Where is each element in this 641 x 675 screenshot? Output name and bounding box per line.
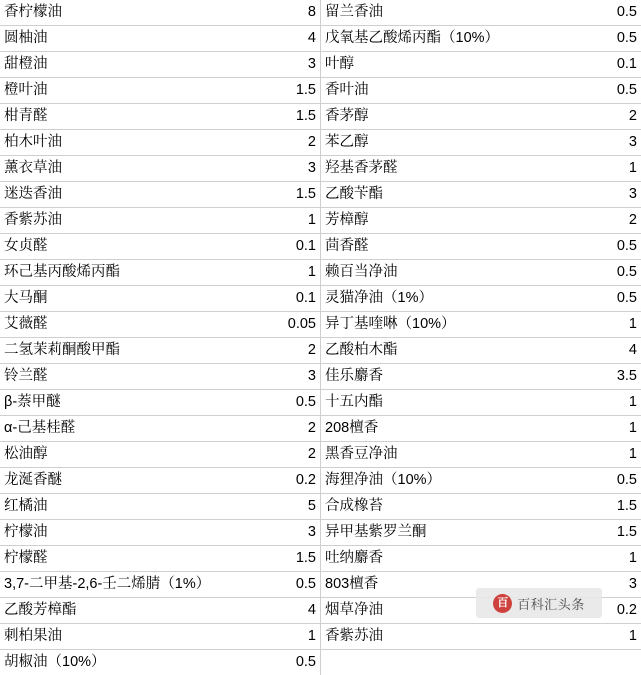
ingredient-name-left: 香紫苏油 [0,208,256,234]
ingredient-name-right: 十五内酯 [321,390,574,416]
ingredient-value-left: 2 [256,416,321,442]
ingredient-name-right: 烟草净油 [321,598,574,624]
ingredient-name-right: 208檀香 [321,416,574,442]
ingredient-value-right: 4 [573,338,641,364]
ingredient-value-left: 0.5 [256,390,321,416]
table-row [0,520,641,546]
ingredient-name-left: 香柠檬油 [0,0,256,26]
ingredient-name-left: 大马酮 [0,286,256,312]
ingredient-name-left: 迷迭香油 [0,182,256,208]
watermark-logo-icon: 百 [493,594,512,613]
ingredient-name-left: 柏木叶油 [0,130,256,156]
table-row [0,650,641,675]
ingredient-value-right [573,650,641,675]
ingredient-name-left: 松油醇 [0,442,256,468]
table-row [0,156,641,182]
ingredient-name-right: 乙酸柏木酯 [321,338,574,364]
ingredient-name-right: 异丁基喹啉（10%） [321,312,574,338]
table-row [0,26,641,52]
ingredient-value-left: 1.5 [256,104,321,130]
ingredient-value-right: 1 [573,546,641,572]
ingredient-name-left: α-己基桂醛 [0,416,256,442]
table-row [0,78,641,104]
ingredient-value-left: 0.5 [256,572,321,598]
ingredient-value-left: 5 [256,494,321,520]
ingredient-name-left: 圆柚油 [0,26,256,52]
ingredient-value-left: 4 [256,26,321,52]
ingredient-value-left: 3 [256,52,321,78]
ingredient-value-right: 0.5 [573,286,641,312]
ingredient-name-left: 红橘油 [0,494,256,520]
ingredient-value-right: 0.5 [573,0,641,26]
table-row [0,338,641,364]
ingredient-name-right: 香茅醇 [321,104,574,130]
ingredient-name-right: 乙酸苄酯 [321,182,574,208]
ingredient-name-left: 艾薇醛 [0,312,256,338]
ingredient-name-right: 苯乙醇 [321,130,574,156]
ingredient-name-right: 茴香醛 [321,234,574,260]
ingredient-name-left: 乙酸芳樟酯 [0,598,256,624]
ingredient-value-right: 1 [573,390,641,416]
table-row [0,390,641,416]
ingredient-value-right: 3 [573,182,641,208]
ingredient-value-left: 8 [256,0,321,26]
table-row [0,494,641,520]
ingredient-value-left: 1 [256,260,321,286]
ingredient-name-right: 戊氧基乙酸烯丙酯（10%） [321,26,574,52]
ingredient-value-left: 0.5 [256,650,321,675]
table-row [0,468,641,494]
ingredient-value-right: 3 [573,130,641,156]
ingredient-value-left: 1.5 [256,78,321,104]
ingredient-value-left: 2 [256,442,321,468]
ingredient-name-left: 刺柏果油 [0,624,256,650]
ingredient-value-right: 0.5 [573,26,641,52]
table-row [0,104,641,130]
ingredient-value-left: 0.2 [256,468,321,494]
ingredient-value-left: 3 [256,364,321,390]
ingredient-name-right: 留兰香油 [321,0,574,26]
ingredient-name-left: 胡椒油（10%） [0,650,256,675]
ingredient-value-right: 3.5 [573,364,641,390]
ingredient-name-left: 甜橙油 [0,52,256,78]
table-row [0,364,641,390]
ingredient-value-left: 1 [256,624,321,650]
table-row [0,130,641,156]
table-row [0,312,641,338]
ingredient-value-left: 4 [256,598,321,624]
ingredient-value-right: 1.5 [573,520,641,546]
table-row [0,624,641,650]
ingredient-value-left: 3 [256,156,321,182]
table-row [0,260,641,286]
ingredient-name-right: 灵猫净油（1%） [321,286,574,312]
ingredient-name-left: 3,7-二甲基-2,6-壬二烯腈（1%） [0,572,256,598]
ingredient-value-right: 1 [573,442,641,468]
ingredient-name-right [321,650,574,675]
ingredient-name-left: 龙涎香醚 [0,468,256,494]
ingredient-name-left: 柠檬醛 [0,546,256,572]
ingredient-name-right: 黑香豆净油 [321,442,574,468]
ingredient-name-right: 香紫苏油 [321,624,574,650]
ingredient-value-right: 0.5 [573,78,641,104]
ingredient-name-right: 803檀香 [321,572,574,598]
ingredient-name-left: β-萘甲醚 [0,390,256,416]
ingredient-value-right: 1 [573,624,641,650]
watermark [476,588,602,618]
ingredient-value-right: 0.5 [573,260,641,286]
ingredient-value-right: 0.1 [573,52,641,78]
ingredient-name-right: 海狸净油（10%） [321,468,574,494]
ingredient-value-left: 2 [256,338,321,364]
watermark-label: 百科汇头条 [517,594,585,613]
ingredient-value-right: 2 [573,104,641,130]
ingredient-value-left: 3 [256,520,321,546]
ingredient-value-right: 1.5 [573,494,641,520]
ingredient-value-right: 0.5 [573,234,641,260]
ingredient-name-right: 香叶油 [321,78,574,104]
table-row [0,442,641,468]
ingredient-name-left: 薰衣草油 [0,156,256,182]
ingredient-name-left: 铃兰醛 [0,364,256,390]
ingredient-name-left: 女贞醛 [0,234,256,260]
ingredient-value-right: 2 [573,208,641,234]
table-row [0,416,641,442]
ingredient-value-right: 1 [573,312,641,338]
ingredient-name-right: 吐纳麝香 [321,546,574,572]
ingredient-value-right: 3 [573,572,641,598]
table-row [0,52,641,78]
table-row [0,208,641,234]
ingredient-value-left: 1 [256,208,321,234]
ingredient-value-left: 1.5 [256,182,321,208]
ingredient-name-left: 二氢茉莉酮酸甲酯 [0,338,256,364]
table-row [0,182,641,208]
table-row [0,0,641,26]
ingredient-name-right: 芳樟醇 [321,208,574,234]
ingredient-name-right: 赖百当净油 [321,260,574,286]
ingredient-value-left: 0.1 [256,286,321,312]
table-row [0,286,641,312]
table-row [0,234,641,260]
ingredient-value-left: 2 [256,130,321,156]
ingredient-name-left: 柠檬油 [0,520,256,546]
ingredient-name-right: 叶醇 [321,52,574,78]
ingredient-value-left: 0.05 [256,312,321,338]
ingredient-value-left: 0.1 [256,234,321,260]
ingredient-value-right: 0.2 [573,598,641,624]
ingredient-name-right: 异甲基紫罗兰酮 [321,520,574,546]
ingredient-name-right: 合成橡苔 [321,494,574,520]
ingredient-name-right: 佳乐麝香 [321,364,574,390]
ingredient-name-right: 羟基香茅醛 [321,156,574,182]
ingredient-value-right: 0.5 [573,468,641,494]
ingredient-name-left: 橙叶油 [0,78,256,104]
table-row [0,546,641,572]
ingredient-name-left: 环己基丙酸烯丙酯 [0,260,256,286]
ingredient-value-right: 1 [573,416,641,442]
ingredient-value-right: 1 [573,156,641,182]
ingredient-name-left: 柑青醛 [0,104,256,130]
ingredient-value-left: 1.5 [256,546,321,572]
